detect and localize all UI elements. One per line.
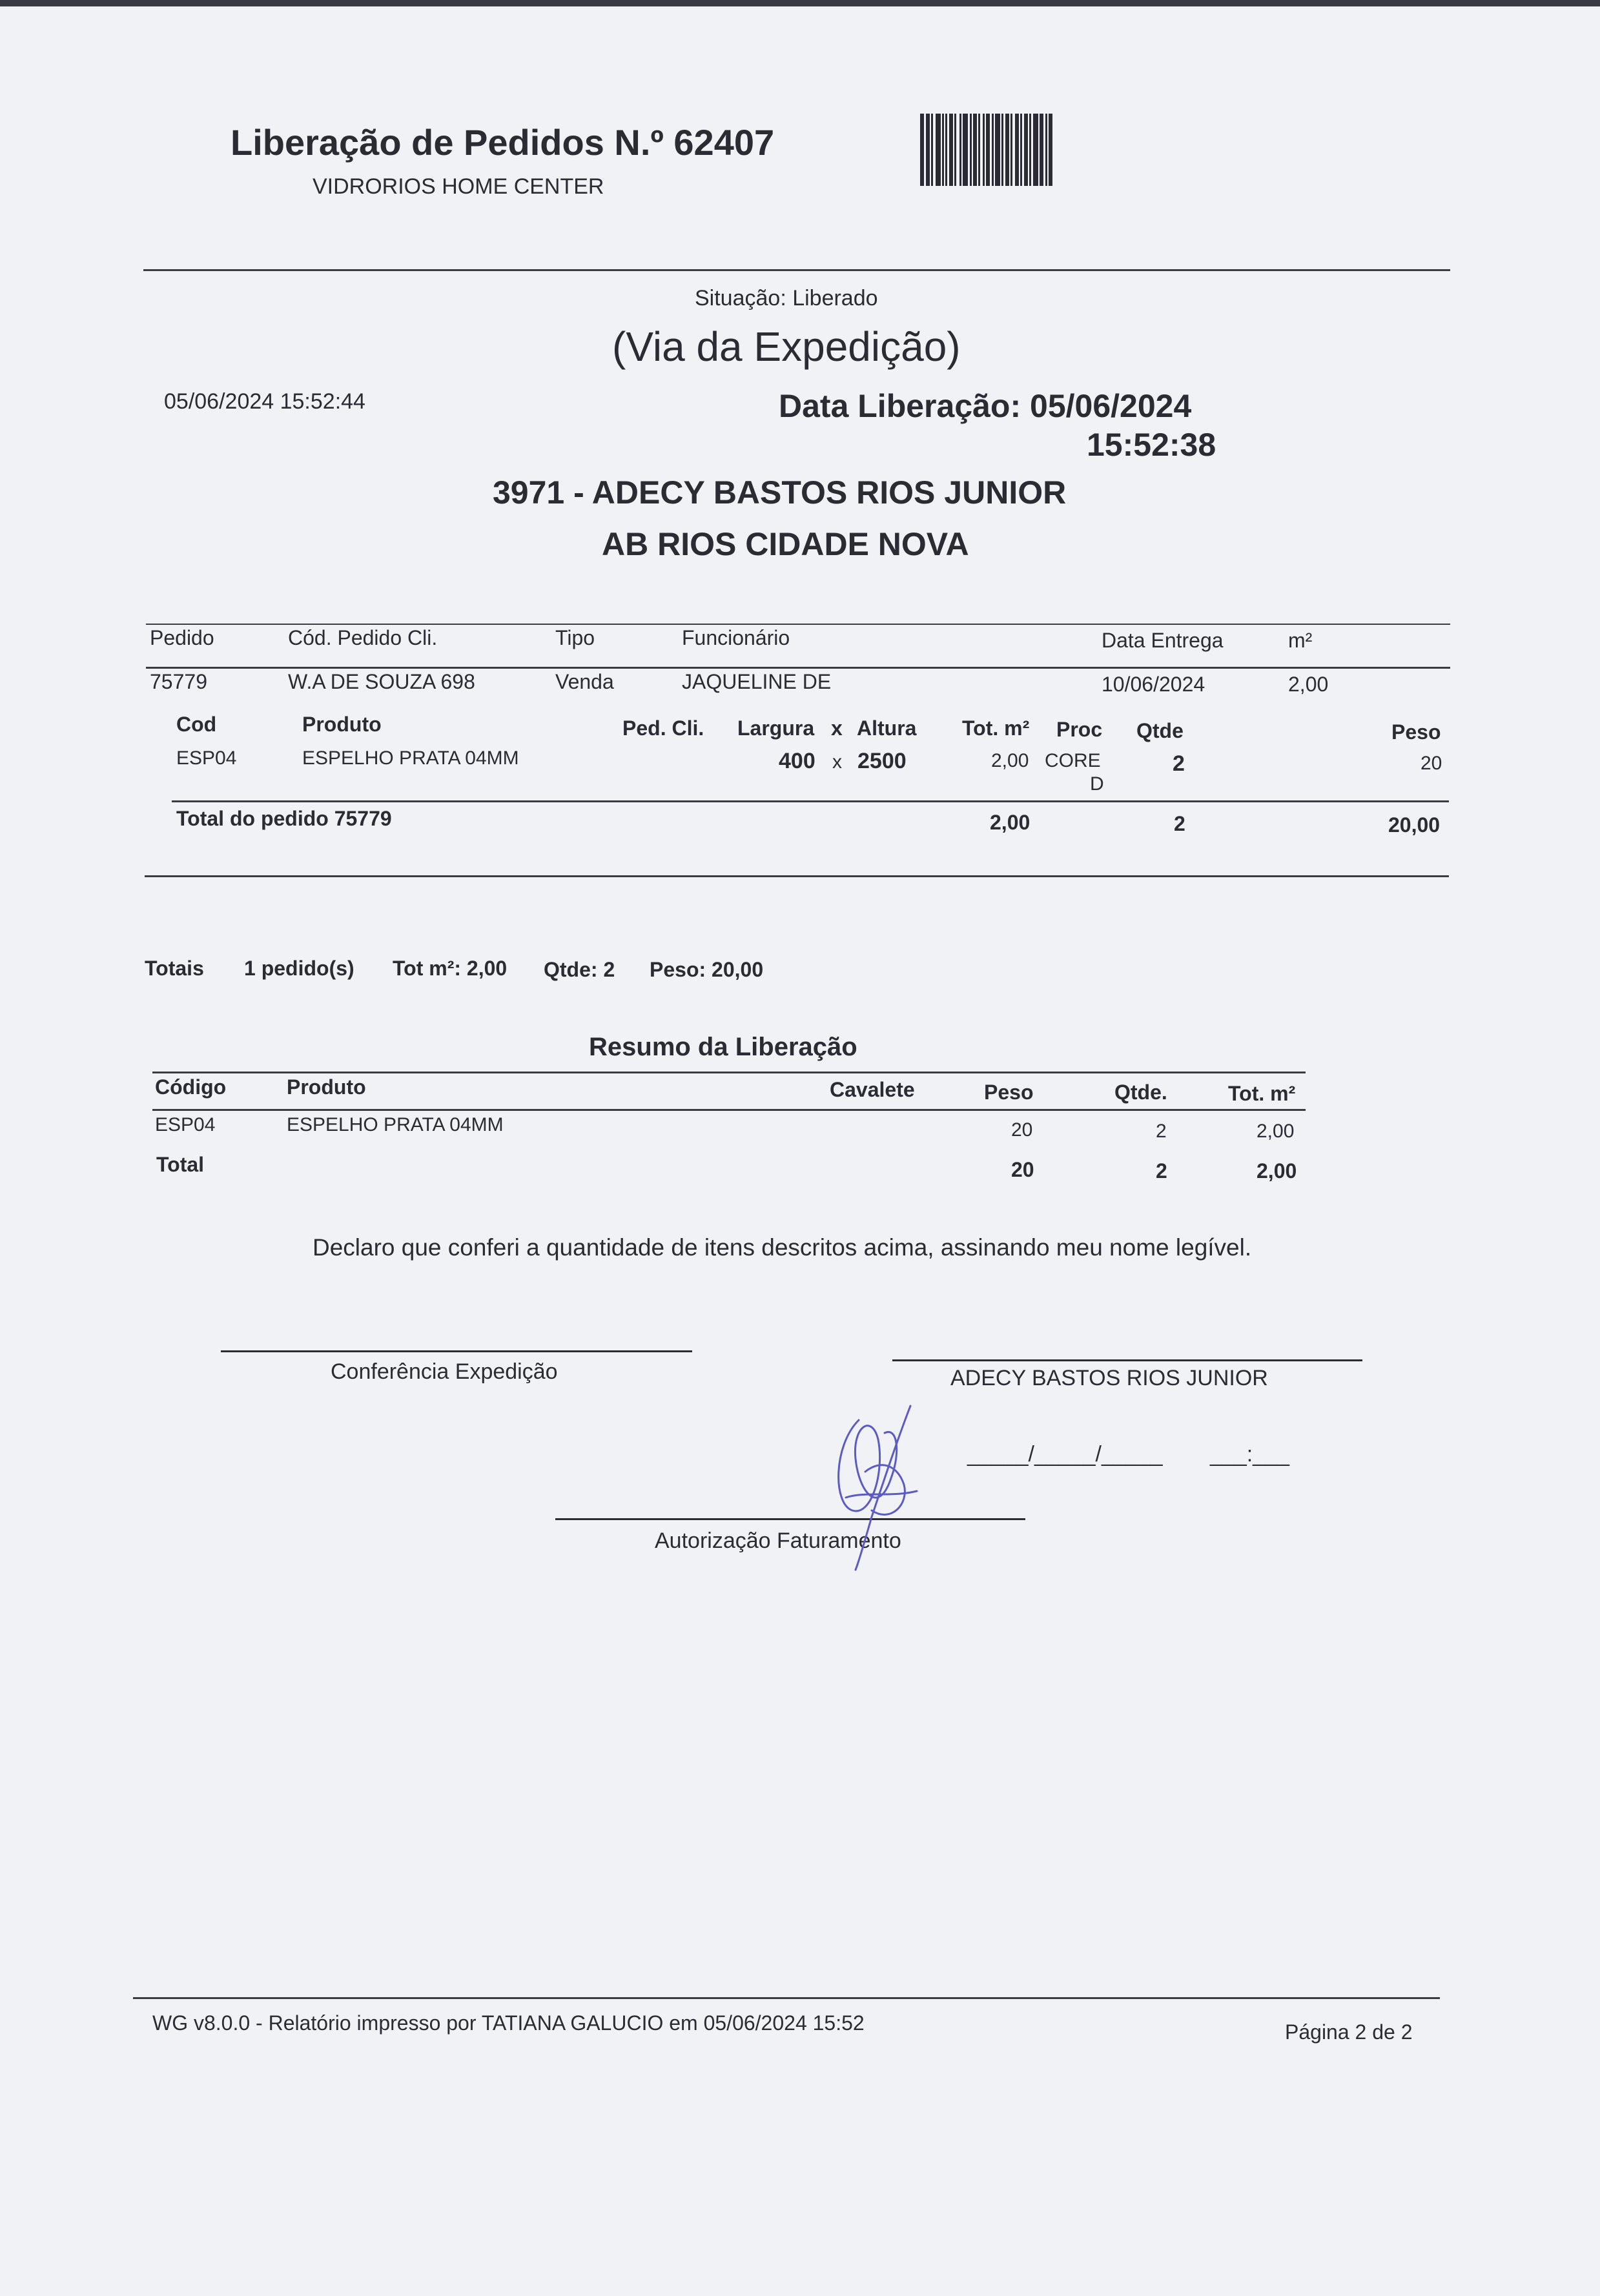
item-col-proc: Proc (1056, 718, 1103, 741)
item-proc-line1: CORE (1045, 750, 1101, 771)
barcode (920, 114, 1150, 186)
barcode-bar (1033, 114, 1038, 186)
via-label: (Via da Expedição) (612, 323, 961, 370)
barcode-bar (1005, 114, 1009, 186)
resumo-col-tot-m2: Tot. m² (1228, 1082, 1296, 1105)
barcode-bar (920, 114, 924, 186)
barcode-bar (945, 114, 947, 186)
resumo-row-qtde: 2 (1156, 1121, 1167, 1142)
item-col-cod: Cod (176, 713, 217, 736)
item-qtde: 2 (1173, 751, 1185, 776)
item-cod: ESP04 (176, 747, 237, 769)
company-name: VIDRORIOS HOME CENTER (313, 174, 604, 199)
scan-top-edge (0, 0, 1600, 6)
item-proc-line2: D (1090, 773, 1104, 795)
resumo-title: Resumo da Liberação (589, 1033, 857, 1061)
barcode-bar (931, 114, 933, 186)
footer-rule (133, 1997, 1440, 1999)
item-largura: 400 (779, 749, 815, 773)
item-peso: 20 (1421, 753, 1442, 774)
order-total-peso: 20,00 (1388, 813, 1441, 837)
row-funcionario: JAQUELINE DE (682, 670, 832, 693)
barcode-bar (992, 114, 994, 186)
row-cod-pedido-cli: W.A DE SOUZA 698 (288, 670, 475, 693)
totais-pedidos: 1 pedido(s) (244, 957, 354, 980)
barcode-bar (942, 114, 944, 186)
row-data-entrega: 10/06/2024 (1102, 673, 1205, 696)
order-table-top-rule (146, 624, 1450, 625)
resumo-total-tot-m2: 2,00 (1256, 1159, 1297, 1183)
date-blank: _____/_____/_____ (967, 1442, 1163, 1467)
barcode-bar (1001, 114, 1003, 186)
item-produto: ESPELHO PRATA 04MM (302, 747, 519, 769)
print-timestamp: 05/06/2024 15:52:44 (164, 389, 365, 414)
conferencia-label: Conferência Expedição (331, 1359, 558, 1384)
resumo-row-codigo: ESP04 (155, 1114, 216, 1135)
barcode-bar (954, 114, 956, 186)
document-title: Liberação de Pedidos N.º 62407 (231, 122, 775, 163)
barcode-bar (959, 114, 961, 186)
resumo-col-cavalete: Cavalete (830, 1078, 915, 1101)
resumo-total-qtde: 2 (1156, 1159, 1167, 1183)
item-col-produto: Produto (302, 713, 382, 736)
barcode-bar (978, 114, 980, 186)
barcode-bar (1015, 114, 1019, 186)
totais-label: Totais (145, 957, 204, 980)
barcode-bar (926, 114, 930, 186)
footer-printed-by: WG v8.0.0 - Relatório impresso por TATIANA GALUCIO em 05/06/2024 15:52 (152, 2011, 865, 2035)
order-header-rule (146, 667, 1450, 669)
order-total-qtde: 2 (1174, 812, 1185, 835)
row-m2: 2,00 (1288, 673, 1329, 696)
client-store: AB RIOS CIDADE NOVA (602, 526, 969, 562)
item-total-rule (172, 800, 1449, 802)
resumo-row-peso: 20 (1011, 1119, 1033, 1141)
col-data-entrega: Data Entrega (1102, 629, 1224, 652)
totais-m2: Tot m²: 2,00 (393, 957, 508, 980)
col-tipo: Tipo (555, 626, 595, 649)
resumo-col-produto: Produto (287, 1075, 366, 1099)
row-pedido: 75779 (150, 670, 207, 693)
barcode-bar (970, 114, 972, 186)
autorizacao-label: Autorização Faturamento (655, 1529, 901, 1553)
totais-peso: Peso: 20,00 (650, 958, 764, 981)
resumo-col-peso: Peso (984, 1081, 1034, 1104)
barcode-bar (986, 114, 990, 186)
item-col-peso: Peso (1391, 720, 1441, 744)
item-tot-m2: 2,00 (991, 750, 1029, 771)
barcode-bar (983, 114, 985, 186)
resumo-row-tot-m2: 2,00 (1256, 1121, 1295, 1142)
header-divider (143, 269, 1450, 271)
cliente-label: ADECY BASTOS RIOS JUNIOR (950, 1366, 1268, 1390)
order-table-bottom-rule (145, 875, 1449, 877)
client-name: 3971 - ADECY BASTOS RIOS JUNIOR (493, 474, 1067, 511)
barcode-bar (1045, 114, 1047, 186)
handwritten-signature (820, 1401, 930, 1575)
barcode-bar (1024, 114, 1028, 186)
autorizacao-signature-line (555, 1518, 1025, 1520)
totais-qtde: Qtde: 2 (544, 958, 615, 981)
conferencia-signature-line (221, 1350, 692, 1352)
declaration-text: Declaro que conferi a quantidade de itens descritos acima, assinando meu nome legível. (313, 1234, 1252, 1261)
hora-liberacao: 15:52:38 (1087, 427, 1216, 463)
col-funcionario: Funcionário (682, 626, 790, 649)
barcode-bar (1040, 114, 1043, 186)
resumo-col-qtde: Qtde. (1114, 1081, 1167, 1104)
item-col-x: x (831, 716, 843, 740)
barcode-bar (995, 114, 1000, 186)
item-col-altura: Altura (857, 716, 917, 740)
item-col-tot-m2: Tot. m² (962, 716, 1030, 740)
item-altura: 2500 (857, 749, 907, 773)
barcode-bar (1029, 114, 1031, 186)
resumo-total-peso: 20 (1011, 1158, 1034, 1181)
resumo-row-produto: ESPELHO PRATA 04MM (287, 1114, 504, 1135)
data-liberacao: Data Liberação: 05/06/2024 (779, 388, 1192, 424)
resumo-top-rule (152, 1072, 1306, 1073)
barcode-bar (936, 114, 941, 186)
order-total-m2: 2,00 (990, 811, 1031, 834)
barcode-bar (973, 114, 977, 186)
resumo-header-rule (152, 1109, 1306, 1111)
col-m2: m² (1288, 629, 1313, 652)
barcode-bar (949, 114, 953, 186)
item-col-largura: Largura (737, 716, 815, 740)
row-tipo: Venda (555, 670, 614, 693)
resumo-col-codigo: Código (155, 1075, 227, 1099)
situacao-label: Situação: Liberado (695, 286, 878, 310)
cliente-signature-line (892, 1359, 1362, 1361)
barcode-bar (1020, 114, 1022, 186)
order-total-label: Total do pedido 75779 (176, 807, 392, 830)
col-pedido: Pedido (150, 626, 214, 649)
col-cod-pedido-cli: Cód. Pedido Cli. (288, 626, 438, 649)
item-x: x (832, 751, 842, 773)
time-blank: ___:___ (1210, 1442, 1289, 1467)
item-col-ped-cli: Ped. Cli. (622, 716, 704, 740)
barcode-bar (1049, 114, 1052, 186)
barcode-bar (963, 114, 968, 186)
resumo-total-label: Total (156, 1153, 205, 1176)
item-col-qtde: Qtde (1136, 719, 1184, 742)
barcode-bar (1010, 114, 1012, 186)
footer-page: Página 2 de 2 (1285, 2020, 1413, 2044)
